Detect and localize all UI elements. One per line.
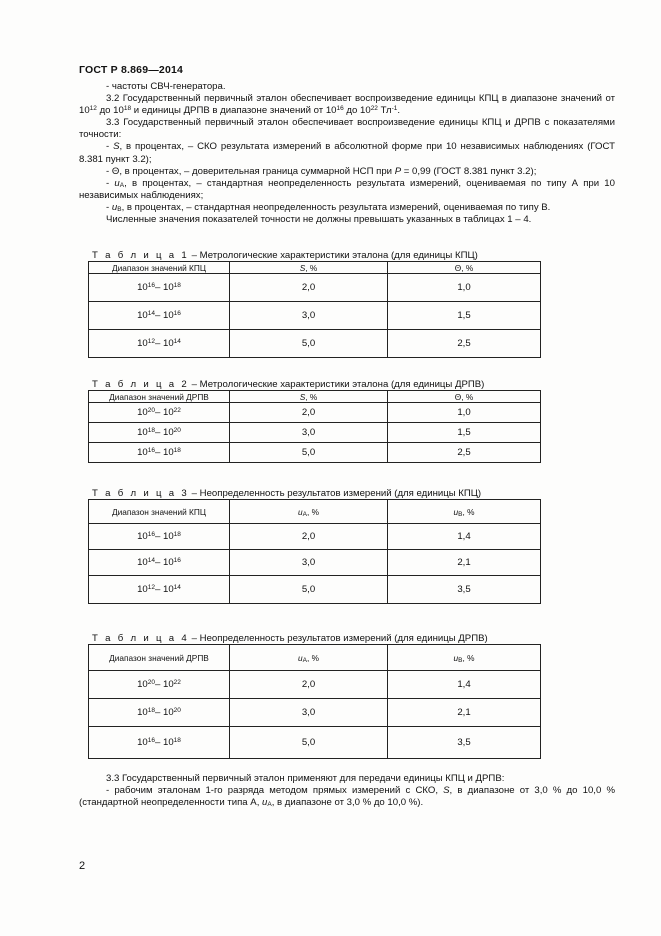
paragraph-3-3: 3.3 Государственный первичный эталон обеспечивает воспроизведение единицы КПЦ и ДРПВ с показателями точности: xyxy=(79,117,615,141)
table-row: $10^{16}-$ $10^{18}$ 2,0 1,0 xyxy=(89,274,541,302)
table-3 xyxy=(88,499,541,604)
col-header-s: S, % xyxy=(230,391,388,403)
intro-text xyxy=(79,81,615,226)
page-number: 2 xyxy=(79,860,86,872)
outro-text xyxy=(79,773,615,809)
table-2-caption: Т а б л и ц а 2 – Метрологические характеристики эталона (для единицы ДРПВ) xyxy=(92,379,485,390)
generator-line: - частоты СВЧ-генератора. xyxy=(106,81,226,92)
table-row: $10^{20}-$ $10^{22}$ 2,0 1,0 xyxy=(89,403,541,423)
table-row: $10^{12}-$ $10^{14}$ 5,0 2,5 xyxy=(89,330,541,358)
table-3-caption: Т а б л и ц а 3 – Неопределенность результатов измерений (для единицы КПЦ) xyxy=(92,488,482,499)
col-header-ua: $u_A$, % xyxy=(230,500,388,524)
col-header-range: Диапазон значений ДРПВ xyxy=(89,391,230,403)
table-row: $10^{16}-$ $10^{18}$ 5,0 2,5 xyxy=(89,443,541,463)
item-theta: - Θ, в процентах, – доверительная граница суммарной НСП при P = 0,99 (ГОСТ 8.381 пункт 3.2); xyxy=(106,165,537,177)
paragraph-3-3-transfer: 3.3 Государственный первичный эталон применяют для передачи единицы КПЦ и ДРПВ: xyxy=(106,773,505,784)
table-4 xyxy=(88,644,541,759)
numeric-note: Численные значения показателей точности не должны превышать указанных в таблицах 1 – 4. xyxy=(106,214,532,226)
table-row: $10^{14}-$ $10^{16}$ 3,0 1,5 xyxy=(89,302,541,330)
col-header-ub: $u_B$, % xyxy=(388,645,541,671)
col-header-range: Диапазон значений КПЦ xyxy=(89,262,230,274)
table-row: $10^{16}-$ $10^{18}$ 5,0 3,5 xyxy=(89,727,541,759)
table-row: $10^{18}-$ $10^{20}$ 3,0 2,1 xyxy=(89,699,541,727)
col-header-ua: $u_A$, % xyxy=(230,645,388,671)
document-header: ГОСТ Р 8.869—2014 xyxy=(79,64,184,76)
col-header-theta: Θ, % xyxy=(388,391,541,403)
col-header-ub: $u_B$, % xyxy=(388,500,541,524)
col-header-theta: Θ, % xyxy=(388,262,541,274)
table-2 xyxy=(88,390,541,463)
col-header-s: S, % xyxy=(230,262,388,274)
transfer-item: - рабочим эталонам 1-го разряда методом прямых измерений с СКО, S, в диапазоне от 3,0 % до 10,0 % (стандартной неопределенности типа А, $u_A$, в диапазоне от 3,0 % до 10,0 %). xyxy=(79,785,615,809)
paragraph-3-2: 3.2 Государственный первичный эталон обеспечивает воспроизведение единицы КПЦ в диапазоне значений от $10^{12}$ до $10^{18}$ и единицы ДРПВ в диапазоне значений от $10^{16}$ до $10^{22}$ $Тл^{-1}$. xyxy=(79,93,615,117)
table-row: $10^{16}-$ $10^{18}$ 2,0 1,4 xyxy=(89,524,541,550)
table-row: $10^{18}-$ $10^{20}$ 3,0 1,5 xyxy=(89,423,541,443)
table-4-caption: Т а б л и ц а 4 – Неопределенность результатов измерений (для единицы ДРПВ) xyxy=(92,633,488,644)
item-ua: - $u_A$, в процентах, – стандартная неопределенность результата измерений, оцениваемая по типу А при 10 независимых наблюдениях; xyxy=(79,177,615,201)
item-ub: - $u_B$, в процентах, – стандартная неопределенность результата измерений, оцениваемая по типу В. xyxy=(106,201,551,213)
table-row: $10^{20}-$ $10^{22}$ 2,0 1,4 xyxy=(89,671,541,699)
col-header-range: Диапазон значений КПЦ xyxy=(89,500,230,524)
table-row: $10^{12}-$ $10^{14}$ 5,0 3,5 xyxy=(89,576,541,604)
item-s: - S, в процентах, – СКО результата измерений в абсолютной форме при 10 независимых наблюдениях (ГОСТ 8.381 пункт 3.2); xyxy=(79,141,615,165)
table-1-caption: Т а б л и ц а 1 – Метрологические характеристики эталона (для единицы КПЦ) xyxy=(92,250,478,261)
col-header-range: Диапазон значений ДРПВ xyxy=(89,645,230,671)
table-1 xyxy=(88,261,541,358)
table-row: $10^{14}-$ $10^{16}$ 3,0 2,1 xyxy=(89,550,541,576)
